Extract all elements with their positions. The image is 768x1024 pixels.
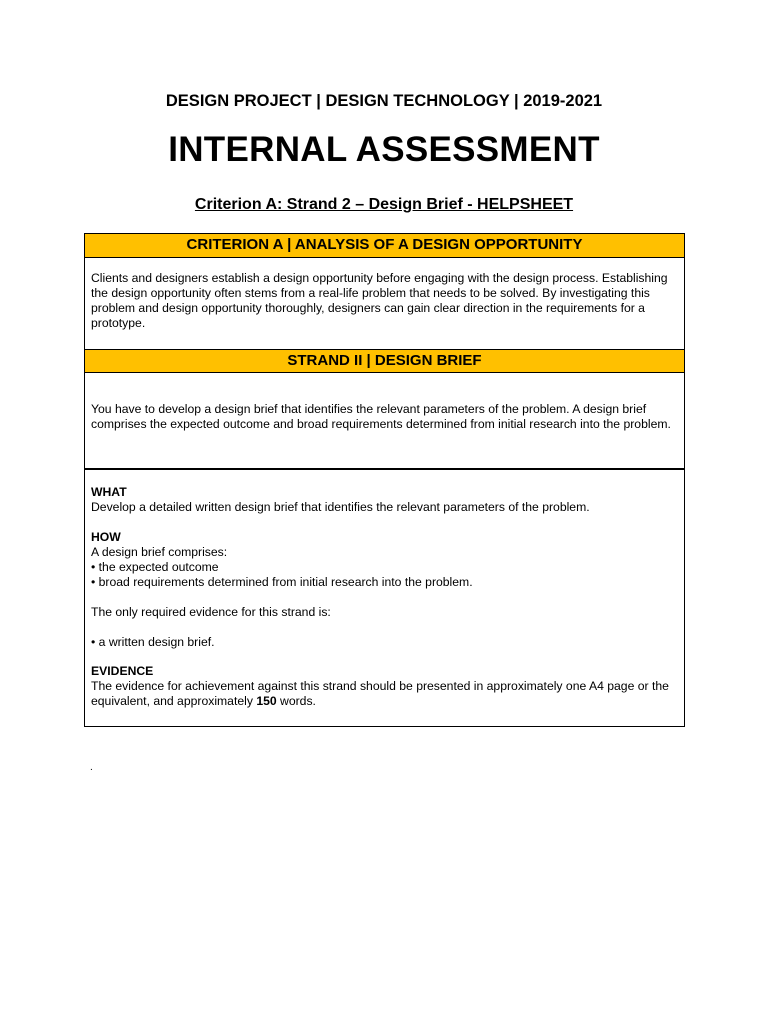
strand-heading: STRAND II | DESIGN BRIEF <box>85 350 684 373</box>
what-text: Develop a detailed written design brief that identifies the relevant parameters of the problem. <box>91 500 590 514</box>
strand-box <box>84 350 685 469</box>
details-box <box>84 469 685 727</box>
criterion-body <box>85 258 684 331</box>
how-bullet-requirements: • broad requirements determined from initial research into the problem. <box>91 575 473 589</box>
required-evidence-bullet: • a written design brief. <box>91 635 215 649</box>
required-evidence-text: The only required evidence for this strand is: <box>91 605 331 619</box>
how-text: A design brief comprises: <box>91 545 228 559</box>
how-bullet-outcome: • the expected outcome <box>91 560 219 574</box>
evidence-word-count: 150 <box>256 694 277 708</box>
criterion-box <box>84 233 685 350</box>
strand-intro-text: You have to develop a design brief that identifies the relevant parameters of the problem. A design brief comprises the expected outcome and broad requirements determined from initial research into the problem. <box>91 402 671 431</box>
what-heading: WHAT <box>91 485 127 499</box>
page-title: INTERNAL ASSESSMENT <box>168 130 600 169</box>
strand-body <box>85 373 684 432</box>
evidence-heading: EVIDENCE <box>91 664 154 678</box>
trailing-period: . <box>90 762 93 773</box>
criterion-text: Clients and designers establish a design opportunity before engaging with the design process. Establishing the design opportunity often stems from a real-life problem that needs to be solved. By investigating this problem and design opportunity thoroughly, designers can gain clear direction in the requirements for a prototype. <box>91 271 668 330</box>
criterion-heading: CRITERION A | ANALYSIS OF A DESIGN OPPORTUNITY <box>85 234 684 258</box>
evidence-text <box>91 679 676 709</box>
document-subtitle: Criterion A: Strand 2 – Design Brief - HELPSHEET <box>194 196 574 213</box>
evidence-text-part-2: words. <box>276 694 316 708</box>
how-heading: HOW <box>91 530 121 544</box>
evidence-text-part-1: The evidence for achievement against this strand should be presented in approximately one A4 page or the equivalent, and approximately <box>91 679 669 708</box>
document-header-line: DESIGN PROJECT | DESIGN TECHNOLOGY | 2019-2021 <box>165 92 603 110</box>
